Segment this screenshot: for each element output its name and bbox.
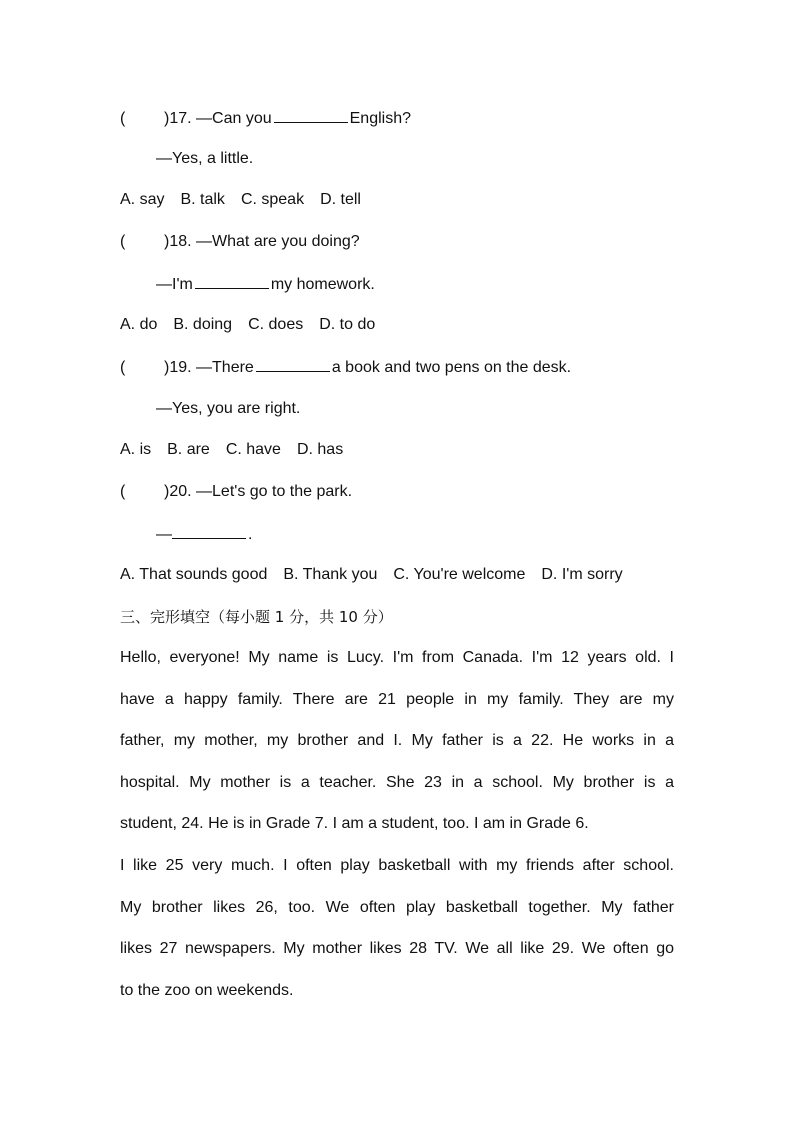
question-18 xyxy=(120,232,360,252)
question-text: —Can you xyxy=(196,110,272,127)
passage-line: have a happy family. There are 21 people in my family. They are my xyxy=(120,691,674,708)
option-b[interactable]: B. are xyxy=(167,441,210,458)
option-d[interactable]: D. has xyxy=(296,441,344,458)
answer-blank[interactable] xyxy=(274,108,348,123)
option-c[interactable]: C. You're welcome xyxy=(393,566,526,583)
reply-text-after: . xyxy=(248,526,253,543)
question-20 xyxy=(120,482,352,502)
question-17-reply: —Yes, a little. xyxy=(156,150,254,167)
option-b[interactable]: B. talk xyxy=(180,191,225,208)
question-text: —Let's go to the park. xyxy=(196,483,353,500)
passage-line: I like 25 very much. I often play basketball with my friends after school. xyxy=(120,857,674,874)
option-c[interactable]: C. speak xyxy=(240,191,305,208)
option-d[interactable]: D. I'm sorry xyxy=(541,566,623,583)
reply-text: —I'm xyxy=(156,276,193,293)
answer-bracket[interactable]: ( xyxy=(120,483,126,500)
answer-bracket[interactable]: ( xyxy=(120,359,126,376)
reply-text-after: my homework. xyxy=(270,276,375,293)
option-a[interactable]: A. is xyxy=(120,441,152,458)
question-18-reply xyxy=(156,274,375,295)
question-number: 20. xyxy=(169,483,192,500)
passage-line: to the zoo on weekends. xyxy=(120,982,294,999)
question-text-after: English? xyxy=(349,110,411,127)
question-17 xyxy=(120,108,411,129)
question-number: 19. xyxy=(169,359,192,376)
question-17-options xyxy=(120,190,377,210)
reply-text: — xyxy=(156,526,172,543)
question-20-options xyxy=(120,565,639,585)
answer-blank[interactable] xyxy=(172,524,246,539)
passage-line: Hello, everyone! My name is Lucy. I'm from Canada. I'm 12 years old. I xyxy=(120,649,674,666)
question-text-after: a book and two pens on the desk. xyxy=(331,359,572,376)
option-c[interactable]: C. does xyxy=(248,316,304,333)
answer-blank[interactable] xyxy=(256,357,330,372)
option-c[interactable]: C. have xyxy=(225,441,281,458)
question-19-reply: —Yes, you are right. xyxy=(156,400,301,417)
answer-bracket[interactable]: ( xyxy=(120,233,126,250)
question-text: —What are you doing? xyxy=(196,233,360,250)
question-18-options xyxy=(120,315,391,335)
answer-blank[interactable] xyxy=(195,274,269,289)
question-19-options xyxy=(120,440,359,460)
question-number: 17. xyxy=(169,110,192,127)
option-a[interactable]: A. do xyxy=(120,316,158,333)
bracket-close: ) xyxy=(164,233,170,250)
answer-bracket[interactable]: ( xyxy=(120,110,126,127)
option-a[interactable]: A. say xyxy=(120,191,165,208)
question-number: 18. xyxy=(169,233,192,250)
passage-line: father, my mother, my brother and I. My father is a 22. He works in a xyxy=(120,732,674,749)
passage-line: hospital. My mother is a teacher. She 23 in a school. My brother is a xyxy=(120,774,674,791)
option-b[interactable]: B. doing xyxy=(173,316,233,333)
option-d[interactable]: D. to do xyxy=(319,316,376,333)
option-b[interactable]: B. Thank you xyxy=(283,566,378,583)
option-d[interactable]: D. tell xyxy=(320,191,361,208)
question-text: —There xyxy=(196,359,254,376)
passage-line: likes 27 newspapers. My mother likes 28 TV. We all like 29. We often go xyxy=(120,940,674,957)
bracket-close: ) xyxy=(164,110,170,127)
bracket-close: ) xyxy=(164,483,170,500)
question-19 xyxy=(120,357,571,378)
passage-line: student, 24. He is in Grade 7. I am a student, too. I am in Grade 6. xyxy=(120,815,589,832)
option-a[interactable]: A. That sounds good xyxy=(120,566,268,583)
bracket-close: ) xyxy=(164,359,170,376)
section-heading: 三、完形填空（每小题 1 分，共 10 分） xyxy=(120,608,393,626)
question-20-reply xyxy=(156,524,252,545)
passage-line: My brother likes 26, too. We often play basketball together. My father xyxy=(120,899,674,916)
